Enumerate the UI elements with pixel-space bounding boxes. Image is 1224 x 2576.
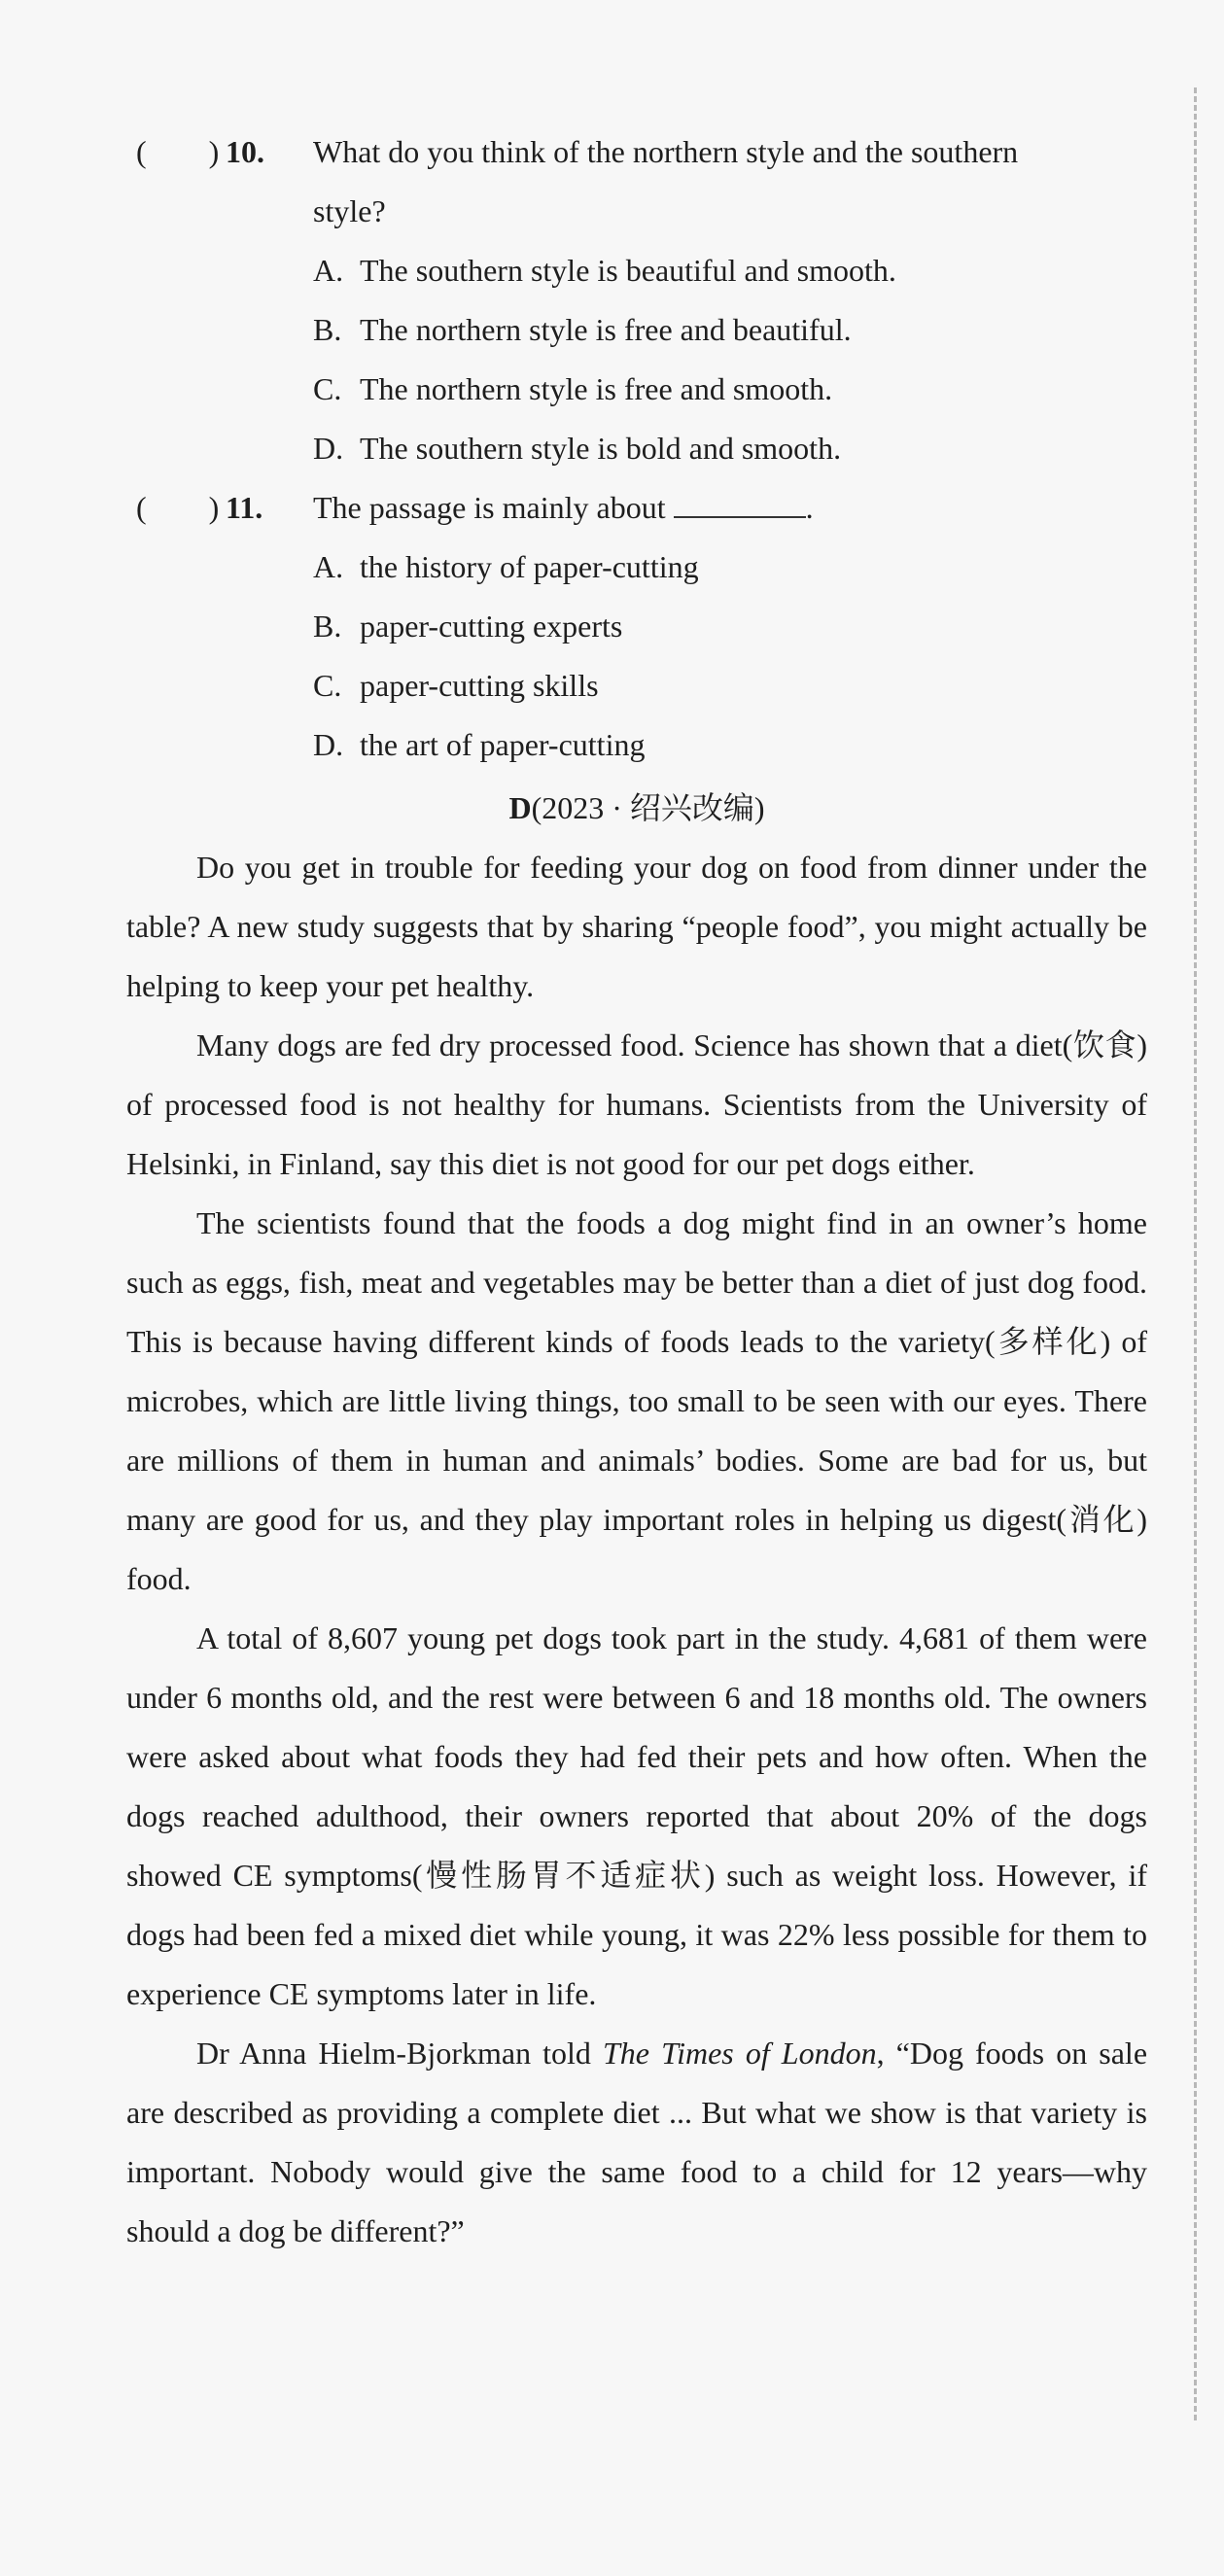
newspaper-title: The Times of London <box>603 2036 877 2071</box>
passage-paragraph-3: The scientists found that the foods a dog might find in an owner’s home such as eggs, fish, meat and vegetables may be better than a diet of just dog food. This is because having different kinds of foods leads to the variety(多样化) of microbes, which are little living things, too small to be seen with our eyes. There are millions of them in human and animals’ bodies. Some are bad for us, but many are good for us, and they play important roles in helping us digest(消化) food. <box>126 1205 1147 1596</box>
option-d: D. the art of paper-cutting <box>313 727 646 762</box>
option-b: B. paper-cutting experts <box>313 609 623 644</box>
passage-paragraph-1: Do you get in trouble for feeding your dog on food from dinner under the table? A new study suggests that by sharing “people food”, you might actually be helping to keep your pet healthy. <box>126 850 1147 1003</box>
question-stem-continued: style? <box>313 193 386 228</box>
option-a: A. The southern style is beautiful and smooth. <box>313 253 896 288</box>
question-number: 10. <box>226 134 264 169</box>
binding-margin-line <box>1194 87 1197 2420</box>
answer-bracket[interactable]: ( ) <box>136 490 220 525</box>
passage-paragraph-4: A total of 8,607 young pet dogs took part in the study. 4,681 of them were under 6 months old, and the rest were between 6 and 18 months old. The owners were asked about what foods they had fed their pets and how often. When the dogs reached adulthood, their owners reported that about 20% of the dogs showed CE symptoms(慢性肠胃不适症状) such as weight loss. However, if dogs had been fed a mixed diet while young, it was 22% less possible for them to experience CE symptoms later in life. <box>126 1620 1147 2011</box>
fill-blank[interactable] <box>674 481 806 518</box>
question-stem: What do you think of the northern style and the southern <box>313 134 1019 169</box>
section-letter: D <box>508 790 532 825</box>
question-number: 11. <box>226 490 263 525</box>
section-source: (2023 · 绍兴改编) <box>531 790 765 825</box>
worksheet-page <box>126 122 1147 2261</box>
question-11 <box>126 478 1147 775</box>
answer-bracket[interactable]: ( ) <box>136 134 220 169</box>
option-b: B. The northern style is free and beautiful. <box>313 312 852 347</box>
reading-passage <box>126 838 1147 2261</box>
section-heading <box>126 779 1147 838</box>
question-stem: The passage is mainly about . <box>313 478 814 538</box>
question-10 <box>126 122 1147 478</box>
option-c: C. The northern style is free and smooth. <box>313 371 833 406</box>
option-a: A. the history of paper-cutting <box>313 549 699 584</box>
option-d: D. The southern style is bold and smooth. <box>313 431 842 466</box>
passage-paragraph-5: Dr Anna Hielm-Bjorkman told The Times of London, “Dog foods on sale are described as providing a complete diet ... But what we show is that variety is important. Nobody would give the same food to a child for 12 years—why should a dog be different?” <box>126 2036 1148 2248</box>
passage-paragraph-2: Many dogs are fed dry processed food. Science has shown that a diet(饮食) of processed food is not healthy for humans. Scientists from the University of Helsinki, in Finland, say this diet is not good for our pet dogs either. <box>126 1027 1147 1181</box>
option-c: C. paper-cutting skills <box>313 668 599 703</box>
